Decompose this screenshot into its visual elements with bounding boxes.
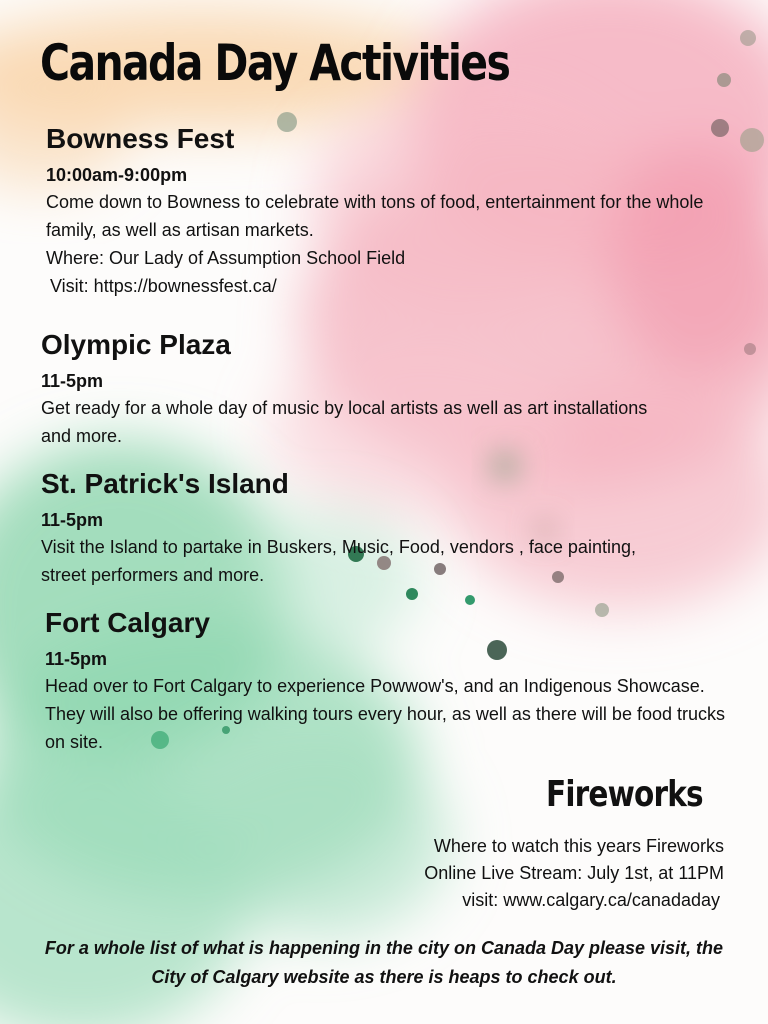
event-olympic-plaza [41,328,741,450]
event-bowness-fest [46,122,746,300]
event-description: Get ready for a whole day of music by local artists as well as art installations and more. [41,398,648,446]
event-where: Where: Our Lady of Assumption School Field [46,248,406,268]
fireworks-where: Where to watch this years Fireworks [433,836,724,856]
event-fort-calgary [45,606,745,756]
fireworks-stream: Online Live Stream: July 1st, at 11PM [424,863,724,883]
event-time: 11-5pm [41,371,104,391]
event-name: Fort Calgary [45,607,210,638]
event-description: Visit the Island to partake in Buskers, Music, Food, vendors , face painting, street performers and more. [41,537,636,585]
fireworks-title: Fireworks [546,774,703,815]
event-visit: Visit: https://bownessfest.ca/ [50,276,277,296]
fireworks-visit: visit: www.calgary.ca/canadaday [462,890,720,910]
event-description: Come down to Bowness to celebrate with tons of food, entertainment for the whole family, as well as artisan markets. [46,192,704,240]
event-time: 11-5pm [41,510,104,530]
event-name: Olympic Plaza [41,329,231,360]
event-name: St. Patrick's Island [41,468,289,499]
event-name: Bowness Fest [46,123,235,154]
page-title: Canada Day Activities [40,34,510,92]
event-description: Head over to Fort Calgary to experience Powwow's, and an Indigenous Showcase. They will also be offering walking tours every hour, as well as there will be food trucks on site. [45,676,725,752]
event-st-patricks-island [41,467,741,589]
event-time: 11-5pm [45,649,108,669]
fireworks-info [424,833,724,914]
footer-note: For a whole list of what is happening in the city on Canada Day please visit, the City of Calgary website as there is heaps to check out. [44,938,724,987]
event-time: 10:00am-9:00pm [46,165,188,185]
